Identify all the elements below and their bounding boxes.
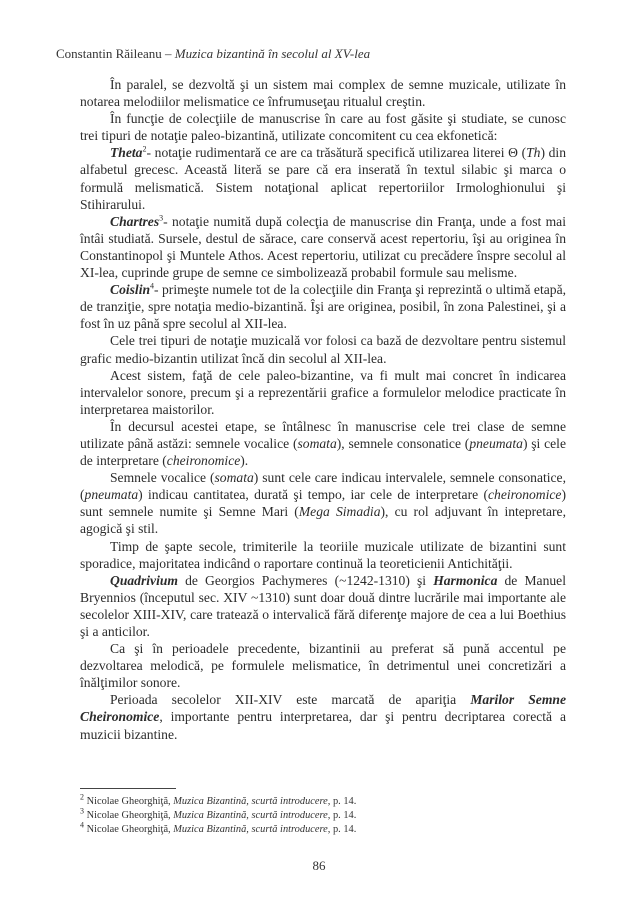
paragraph: Ca şi în perioadele precedente, bizantinii au preferat să pună accentul pe dezvoltarea melodică, pe formulele melismatice, în detrimentul unei concretizări a înălţimilor sonore.	[80, 641, 566, 691]
paragraph: Semnele vocalice (somata) sunt cele care indicau intervalele, semnele consonatice, (pneumata) indicau cantitatea, durată şi tempo, iar cele de interpretare (cheironomice) sunt semnele numite şi Semne Mari (Mega Simadia), cu rol adjuvant în intepretare, agogică şi stil.	[80, 470, 566, 537]
footnote: $^4$ Nicolae Gheorghiţă, Muzica Bizantină, scurtă introducere, p. 14.	[80, 820, 357, 836]
term-coislin: Coislin	[110, 282, 151, 298]
header-author: Constantin Răileanu –	[56, 46, 175, 61]
paragraph: În paralel, se dezvoltă şi un sistem mai complex de semne muzicale, utilizate în notarea melodiilor melismatice ce înfrumuseţau ritualul creştin.	[80, 77, 566, 110]
paragraph: Quadrivium de Georgios Pachymeres (~1242-1310) şi Harmonica de Manuel Bryennios (începutul sec. XIV ~1310) sunt doar două dintre lucrările mai importante ale secolelor XIII-XIV, care tratează o intervalică fără diferenţe majore de cea a lui Boethius şi a anticilor.	[80, 572, 566, 639]
term-chartres: Chartres	[110, 213, 160, 229]
term-harmonica: Harmonica	[433, 572, 498, 588]
paragraph: Acest sistem, faţă de cele paleo-bizantine, va fi mult mai concret în indicarea intervalelor sonore, precum şi a reprezentării grafice a formulelor melodice practicate în interpretarea maistorilor.	[80, 367, 566, 417]
footnote-ref[interactable]: 2	[142, 144, 147, 154]
paragraph-coislin: Coislin$^4$- primeşte numele tot de la colecţiile din Franţa şi reprezintă o ultimă etapă, de tranziţie, spre notaţia medio-bizantină. Îşi are originea, posibil, în zona Palestinei, şi a fost în uz până spre secolul al XII-lea.	[80, 281, 566, 332]
page-number: 86	[312, 858, 326, 873]
footnote: $^2$ Nicolae Gheorghiţă, Muzica Bizantină, scurtă introducere, p. 14.	[80, 792, 357, 807]
paragraph: În funcţie de colecţiile de manuscrise în care au fost găsite şi studiate, se cunosc trei tipuri de notaţie paleo-bizantină, utilizate concomitent cu cea ekfonetică:	[80, 111, 566, 144]
footnote-ref[interactable]: 3	[159, 213, 164, 223]
paragraph: În decursul acestei etape, se întâlnesc în manuscrise cele trei clase de semne utilizate până astăzi: semnele vocalice (somata), semnele consonatice (pneumata) şi cele de interpretare (cheironomice).	[80, 418, 566, 469]
term-marilor-semne: Marilor Semne Cheironomice	[80, 692, 566, 725]
paragraph: Timp de şapte secole, trimiterile la teoriile muzicale utilizate de bizantini sunt sporadice, majoritatea indicând o raportare continuă la teoreticienii Antichităţii.	[80, 538, 566, 571]
footnote-divider	[80, 788, 176, 789]
header-book-title: Muzica bizantină în secolul al XV-lea	[174, 46, 371, 61]
body-text	[80, 76, 566, 743]
running-header	[56, 46, 586, 62]
paragraph: Perioada secolelor XII-XIV este marcată de apariţia Marilor Semne Cheironomice, importante pentru interpretarea, dar şi pentru decriptarea corectă a muzicii bizantine.	[80, 692, 566, 742]
footnotes	[80, 792, 566, 838]
footnote-ref[interactable]: 4	[150, 281, 155, 291]
paragraph-chartres: Chartres$^3$- notaţie numită după colecţia de manuscrise din Franţa, unde a fost mai întâi studiată. Sursele, destul de sărace, care conservă acest repertoriu, îşi au originea în Constantinopol şi Muntele Athos. Acest repertoriu, utilizat cu precădere înspre secolul al XI-lea, cuprinde grupe de semne ce simbolizează probabil formule sau melisme.	[80, 213, 566, 281]
footnote: $^3$ Nicolae Gheorghiţă, Muzica Bizantină, scurtă introducere, p. 14.	[80, 806, 357, 822]
paragraph-theta: Theta$^2$- notaţie rudimentară ce are ca trăsătură specifică utilizarea literei Θ (Th) din alfabetul grecesc. Această literă se pare că era inserată în textul silabic şi marca o formulă melismatică. Sistem notaţional aplicat repertoriilor Irmologhionului şi Stihirarului.	[80, 144, 567, 212]
term-theta: Theta	[110, 145, 143, 161]
paragraph: Cele trei tipuri de notaţie muzicală vor folosi ca bază de dezvoltare pentru sistemul grafic medio-bizantin utilizat încă din secolul al XII-lea.	[80, 333, 566, 366]
term-quadrivium: Quadrivium	[110, 572, 178, 588]
